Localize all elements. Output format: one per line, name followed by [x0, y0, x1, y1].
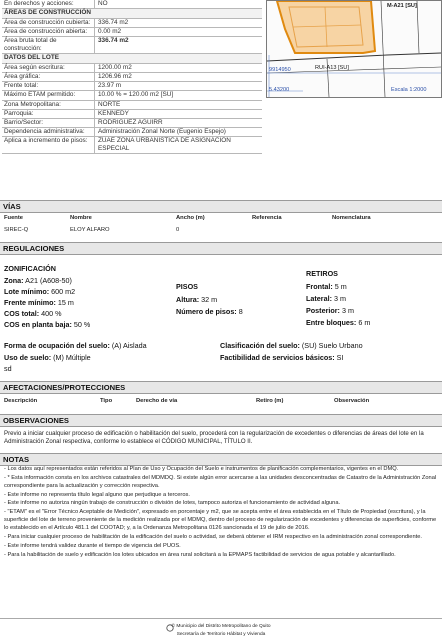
field-label: Frente mínimo: — [4, 298, 56, 307]
table-row — [2, 91, 262, 100]
uso-suelo-note: sd — [4, 364, 12, 373]
field-value: 400 % — [41, 309, 62, 318]
uso-suelo-field — [4, 353, 91, 362]
list-item: - Para iniciar cualquier proceso de habilitación de la edificación del suelo o actividad, se deberá obtener el IRM respectivo en la administración zonal correspondiente. — [4, 533, 422, 540]
retiros-title: RETIROS — [306, 269, 338, 278]
map-zone-label: M-A21 [SU] — [387, 3, 417, 9]
field-value: KENNEDY — [98, 109, 129, 117]
table-row — [2, 0, 262, 9]
section-afectaciones: AFECTACIONES/PROTECCIONES — [0, 381, 442, 394]
field-label: Lote mínimo: — [4, 287, 50, 296]
table-row — [2, 28, 262, 37]
map-scale: Escala 1:2000 — [391, 87, 427, 93]
field-label: Frontal: — [306, 282, 333, 291]
column-header: Nombre — [70, 215, 92, 221]
column-header: Tipo — [100, 398, 113, 404]
zona-field — [4, 276, 72, 285]
field-label: Número de pisos: — [176, 307, 237, 316]
footer-divider — [0, 618, 442, 619]
column-header: Retiro (m) — [256, 398, 284, 404]
map-graphic — [267, 1, 441, 97]
table-row — [2, 137, 262, 154]
table-row — [2, 110, 262, 119]
column-header: Observación — [334, 398, 370, 404]
field-value: 23.97 m — [98, 82, 122, 90]
footer-secretaria: Secretaría de Territorio Hábitat y Vivienda — [176, 632, 266, 637]
field-label: Frente total: — [2, 82, 95, 90]
field-label: Área bruta total de construcción: — [2, 37, 95, 53]
field-label: Aplica a incremento de pisos: — [2, 137, 95, 153]
column-header: Nomenclatura — [332, 215, 371, 221]
table-row — [2, 37, 262, 54]
field-label: Clasificación del suelo: — [220, 341, 300, 350]
posterior-field — [306, 306, 354, 315]
field-label: Máximo ETAM permitido: — [2, 91, 95, 99]
field-value: A21 (A608-50) — [25, 276, 72, 285]
field-value: 600 m2 — [51, 287, 76, 296]
clasificacion-suelo-field — [220, 341, 363, 350]
table-row — [2, 64, 262, 73]
field-label: Dependencia administrativa: — [2, 128, 95, 136]
numero-pisos-field — [176, 307, 243, 316]
table-row — [2, 119, 262, 128]
field-value: 50 % — [73, 320, 91, 329]
field-value: 15 m — [57, 298, 74, 307]
list-item: - Los datos aquí representados están referidos al Plan de Uso y Ocupación del Suelo e instrumentos de planificación complementarios, vigentes en el DMQ. — [4, 466, 399, 472]
field-label: Zona Metropolitana: — [2, 101, 95, 109]
field-label: Forma de ocupación del suelo: — [4, 341, 110, 350]
field-label: Posterior: — [306, 306, 340, 315]
table-row — [2, 128, 262, 137]
entre-bloques-field — [306, 318, 370, 327]
property-data-table — [2, 0, 262, 154]
list-item: - Para la habilitación de suelo y edificación los lotes ubicados en área rural solicitará a la EPMAPS factibilidad de servicios de agua potable y alcantarillado. — [4, 551, 396, 558]
footer-copyright: © Municipio del Distrito Metropolitano de Quito — [171, 624, 271, 629]
field-value: NO — [98, 0, 108, 7]
field-label: Área según escritura: — [2, 64, 95, 72]
field-label: COS en planta baja: — [4, 320, 72, 329]
field-label: Altura: — [176, 295, 200, 304]
map-zone-label: RUI-A13 [SU] — [315, 65, 349, 71]
cos-pb-field — [4, 320, 90, 329]
list-item: - "ETAM" es el "Error Técnico Aceptable de Medición", expresado en porcentaje y m2, que se acepta entre el área establecida en el Título de Propiedad (escritura), y la superficie del lote de terreno proveniente de la medición realizada por el MDMQ, dentro del proceso de regularización de excedentes y diferencias de superficies, conforme lo establecido en el Artículo 481.1 del COOTAD; y, a la Ordenanza Metropolitana 0126 sancionada el 19 de julio de 2016. — [4, 509, 437, 532]
list-item: - Este informe no autoriza ningún trabajo de construcción o división de lotes, tampoco autoriza el funcionamiento de actividad alguna. — [4, 500, 341, 507]
property-summary — [0, 0, 442, 200]
column-header: Fuente — [4, 215, 24, 221]
field-label: Lateral: — [306, 294, 332, 303]
column-header: Ancho (m) — [176, 215, 205, 221]
field-label: En derechos y acciones: — [2, 0, 95, 8]
field-label: Uso de suelo: — [4, 353, 52, 362]
via-width: 0 — [176, 227, 180, 233]
location-map — [266, 0, 442, 98]
table-section-header: ÁREAS DE CONSTRUCCIÓN — [2, 9, 262, 19]
section-vias: VÍAS — [0, 200, 442, 213]
notas-list — [4, 466, 438, 560]
via-name: ELOY ALFARO — [70, 227, 110, 233]
field-value: SI — [336, 353, 344, 362]
field-value: 336.74 m2 — [98, 37, 129, 45]
forma-ocupacion-field — [4, 341, 147, 350]
field-value: 6 m — [358, 318, 371, 327]
table-row — [2, 82, 262, 91]
field-value: 0.00 m2 — [98, 27, 122, 35]
section-notas: NOTAS — [0, 453, 442, 466]
table-row — [2, 73, 262, 82]
field-value: ZUAE ZONA URBANISTICA DE ASIGNACION ESPECIAL — [98, 137, 231, 153]
factibilidad-field — [220, 353, 343, 362]
field-label: Factibilidad de servicios básicos: — [220, 353, 335, 362]
observaciones-text: Previo a iniciar cualquier proceso de edificación o habilitación del suelo, procederá con la regularización de excedentes o diferencias de áreas del lote en la Administración Zonal respectiva, conforme lo establece el CÓDIGO MUNICIPAL, TÍTULO II. — [4, 430, 424, 446]
section-regulaciones: REGULACIONES — [0, 242, 442, 255]
field-value: 336.74 m2 — [98, 18, 129, 26]
field-label: Área de construcción abierta: — [2, 28, 95, 36]
field-value: (SU) Suelo Urbano — [301, 341, 363, 350]
field-value: 1200.00 m2 — [98, 63, 132, 71]
column-header: Referencia — [252, 215, 282, 221]
field-label: Área gráfica: — [2, 73, 95, 81]
lote-field — [4, 287, 75, 296]
field-value: 3 m — [341, 306, 354, 315]
field-value: 8 — [238, 307, 243, 316]
list-item: - * Esta información consta en los archivos catastrales del MDMDQ. Si existe algún error acercarse a las unidades desconcentradas de Catastro de la Administración Zonal correspondiente para la actualización y corrección respectiva. — [4, 474, 437, 489]
via-source: SIREC-Q — [4, 227, 29, 233]
column-header: Derecho de vía — [136, 398, 178, 404]
cos-field — [4, 309, 62, 318]
table-row — [2, 101, 262, 110]
field-value: 3 m — [333, 294, 346, 303]
column-header: Descripción — [4, 398, 38, 404]
field-label: Área de construcción cubierta: — [2, 19, 95, 27]
field-label: Barrio/Sector: — [2, 119, 95, 127]
field-value: (M) Múltiple — [53, 353, 91, 362]
list-item: - Este informe tendrá validez durante el tiempo de vigencia del PUOS. — [4, 542, 181, 549]
altura-field — [176, 295, 217, 304]
field-value: 10.00 % = 120.00 m2 [SU] — [98, 91, 174, 99]
field-label: COS total: — [4, 309, 40, 318]
lateral-field — [306, 294, 346, 303]
field-label: Zona: — [4, 276, 24, 285]
frontal-field — [306, 282, 347, 291]
field-value: Administración Zonal Norte (Eugenio Espejo) — [98, 128, 226, 136]
field-value: (A) Aislada — [111, 341, 147, 350]
field-value: 1206.96 m2 — [98, 72, 132, 80]
field-label: Parroquia: — [2, 110, 95, 118]
map-coordinate: 5.43200 — [269, 87, 290, 93]
field-value: RODRIGUEZ AGUIRR — [98, 118, 163, 126]
frente-field — [4, 298, 74, 307]
field-value: NORTE — [98, 100, 121, 108]
section-observaciones: OBSERVACIONES — [0, 414, 442, 427]
field-label: Entre bloques: — [306, 318, 357, 327]
table-section-header: DATOS DEL LOTE — [2, 54, 262, 64]
regulations-block — [0, 256, 442, 392]
pisos-title: PISOS — [176, 282, 198, 291]
map-coordinate: 9914950 — [269, 67, 291, 73]
field-value: 32 m — [201, 295, 218, 304]
zonificacion-title: ZONIFICACIÓN — [4, 264, 56, 273]
table-row — [2, 19, 262, 28]
list-item: - Este informe no representa título legal alguno que perjudique a terceros. — [4, 491, 190, 498]
field-value: 5 m — [334, 282, 347, 291]
